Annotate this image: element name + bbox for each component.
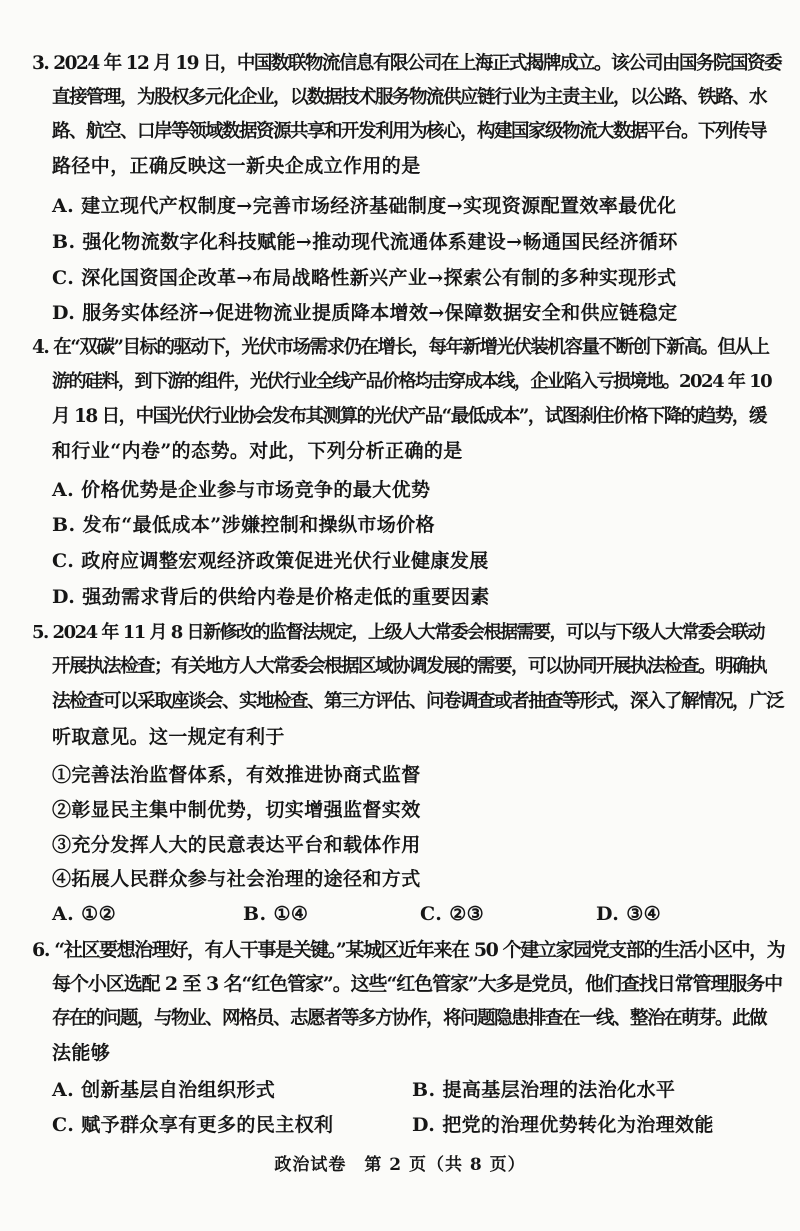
- q5-statement-2: ②彰显民主集中制优势，切实增强监督实效: [52, 799, 421, 821]
- q6-stem-line-4: 法能够: [52, 1042, 111, 1064]
- q5-option-a: A. ①②: [52, 903, 117, 925]
- q5-option-d: D. ③④: [596, 903, 662, 925]
- q3-option-c: C. 深化国资国企改革→布局战略性新兴产业→探索公有制的多种实现形式: [52, 267, 677, 289]
- q3-stem-line-2: 直接管理，为股权多元化企业，以数据技术服务物流供应链行业为主责主业，以公路、铁路、水: [52, 87, 767, 108]
- q5-option-b: B. ①④: [243, 903, 309, 925]
- q4-stem-line-2: 游的硅料，到下游的组件，光伏行业全线产品价格均击穿成本线，企业陷入亏损境地。2024 年 10: [52, 371, 772, 392]
- q4-stem-line-4: 和行业“内卷”的态势。对此，下列分析正确的是: [52, 440, 463, 462]
- q5-statement-1: ①完善法治监督体系，有效推进协商式监督: [52, 764, 421, 786]
- q6-option-c: C. 赋予群众享有更多的民主权利: [52, 1114, 334, 1136]
- q5-statement-4: ④拓展人民群众参与社会治理的途径和方式: [52, 868, 421, 890]
- q6-option-d: D. 把党的治理优势转化为治理效能: [412, 1114, 714, 1136]
- q5-option-c: C. ②③: [420, 903, 485, 925]
- q4-option-d: D. 强劲需求背后的供给内卷是价格走低的重要因素: [52, 586, 490, 608]
- q4-option-a: A. 价格优势是企业参与市场竞争的最大优势: [52, 479, 431, 501]
- q3-stem-line-4: 路径中，正确反映这一新央企成立作用的是: [52, 155, 421, 177]
- q5-stem-line-1: 5. 2024 年 11 月 8 日新修改的监督法规定，上级人大常委会根据需要，可以与下级人大常委会联动: [32, 622, 765, 643]
- q5-statement-3: ③充分发挥人大的民意表达平台和载体作用: [52, 834, 421, 856]
- q3-stem-line-3: 路、航空、口岸等领域数据资源共享和开发利用为核心，构建国家级物流大数据平台。下列传导: [52, 121, 767, 142]
- q3-stem-line-1: 3. 2024 年 12 月 19 日，中国数联物流信息有限公司在上海正式揭牌成立。该公司由国务院国资委: [32, 53, 781, 74]
- q4-option-b: B. 发布“最低成本”涉嫌控制和操纵市场价格: [52, 514, 435, 536]
- q6-option-b: B. 提高基层治理的法治化水平: [412, 1079, 676, 1101]
- q3-option-a: A. 建立现代产权制度→完善市场经济基础制度→实现资源配置效率最优化: [52, 195, 677, 217]
- q3-option-b: B. 强化物流数字化科技赋能→推动现代流通体系建设→畅通国民经济循环: [52, 231, 678, 253]
- q6-stem-line-2: 每个小区选配 2 至 3 名“红色管家”。这些“红色管家”大多是党员，他们查找日常管理服务中: [52, 973, 783, 995]
- q6-stem-line-3: 存在的问题，与物业、网格员、志愿者等多方协作，将问题隐患排查在一线、整治在萌芽。此做: [52, 1008, 767, 1029]
- q5-stem-line-4: 听取意见。这一规定有利于: [52, 726, 285, 748]
- q5-stem-line-3: 法检查可以采取座谈会、实地检查、第三方评估、问卷调查或者抽查等形式，深入了解情况，广泛: [52, 691, 784, 712]
- q4-stem-line-3: 月 18 日，中国光伏行业协会发布其测算的光伏产品“最低成本”，试图刹住价格下降的趋势，缓: [52, 406, 766, 427]
- q6-option-a: A. 创新基层自治组织形式: [52, 1079, 276, 1101]
- q5-stem-line-2: 开展执法检查；有关地方人大常委会根据区域协调发展的需要，可以协同开展执法检查。明确执: [52, 656, 767, 677]
- q6-stem-line-1: 6. “社区要想治理好，有人干事是关键。”某城区近年来在 50 个建立家园党支部的生活小区中，为: [32, 939, 785, 961]
- q4-option-c: C. 政府应调整宏观经济政策促进光伏行业健康发展: [52, 550, 489, 572]
- q3-option-d: D. 服务实体经济→促进物流业提质降本增效→保障数据安全和供应链稳定: [52, 302, 678, 324]
- q4-stem-line-1: 4. 在“双碳”目标的驱动下，光伏市场需求仍在增长，每年新增光伏装机容量不断创下新高。但从上: [32, 337, 769, 358]
- page-footer: 政治试卷 第 2 页（共 8 页）: [274, 1155, 526, 1175]
